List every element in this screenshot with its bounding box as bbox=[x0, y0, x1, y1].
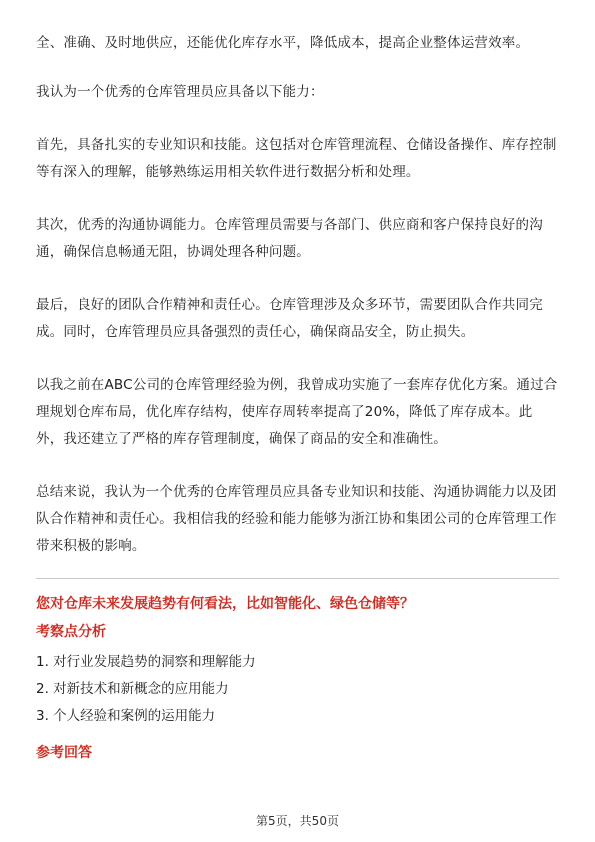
section-divider bbox=[36, 578, 559, 579]
reference-answer-title: 参考回答 bbox=[36, 745, 92, 761]
page-number: 第5页，共50页 bbox=[256, 814, 339, 828]
paragraph-7: 总结来说，我认为一个优秀的仓库管理员应具备专业知识和技能、沟通协调能力以及团队合作精神和责任心。我相信我的经验和能力能够为浙江协和集团公司的仓库管理工作带来积极的影响。 bbox=[36, 484, 557, 554]
analysis-points bbox=[36, 649, 559, 730]
paragraph-4: 其次，优秀的沟通协调能力。仓库管理员需要与各部门、供应商和客户保持良好的沟通，确保信息畅通无阻，协调处理各种问题。 bbox=[36, 217, 543, 260]
paragraph-2: 我认为一个优秀的仓库管理员应具备以下能力： bbox=[36, 84, 324, 100]
analysis-point-2: 2. 对新技术和新概念的应用能力 bbox=[36, 681, 229, 697]
analysis-point-3: 3. 个人经验和案例的运用能力 bbox=[36, 708, 216, 724]
paragraph-3: 首先，具备扎实的专业知识和技能。这包括对仓库管理流程、仓储设备操作、库存控制等有深入的理解，能够熟练运用相关软件进行数据分析和处理。 bbox=[36, 137, 557, 180]
analysis-point-1: 1. 对行业发展趋势的洞察和理解能力 bbox=[36, 654, 256, 670]
question-heading: 您对仓库未来发展趋势有何看法，比如智能化、绿色仓储等？ bbox=[36, 596, 414, 612]
paragraph-6: 以我之前在ABC公司的仓库管理经验为例，我曾成功实施了一套库存优化方案。通过合理规划仓库布局，优化库存结构，使库存周转率提高了20%，降低了库存成本。此外，我还建立了严格的库存管理制度，确保了商品的安全和准确性。 bbox=[36, 377, 558, 447]
paragraph-5: 最后，良好的团队合作精神和责任心。仓库管理涉及众多环节，需要团队合作共同完成。同时，仓库管理员应具备强烈的责任心，确保商品安全，防止损失。 bbox=[36, 297, 543, 340]
page-content bbox=[36, 30, 559, 770]
paragraph-1: 全、准确、及时地供应，还能优化库存水平，降低成本，提高企业整体运营效率。 bbox=[36, 35, 530, 51]
analysis-title: 考察点分析 bbox=[36, 624, 106, 640]
